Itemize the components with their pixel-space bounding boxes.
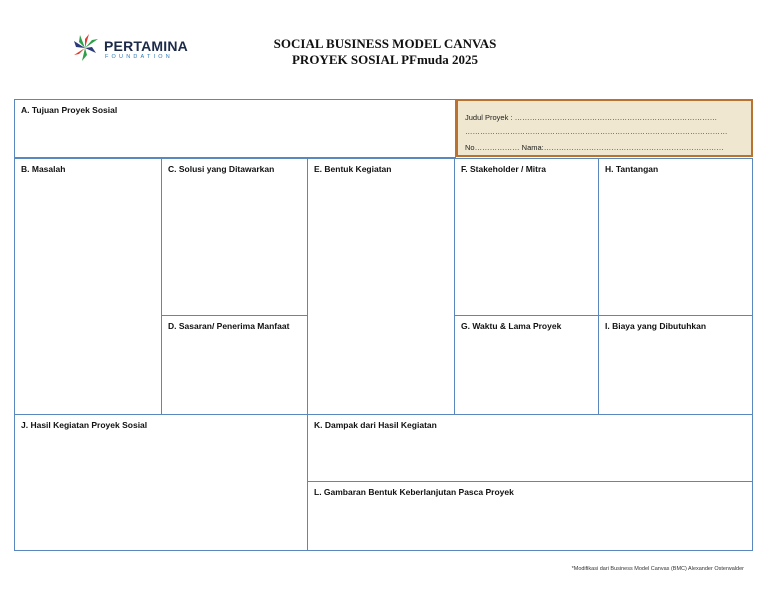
logo-wordmark: PERTAMINA <box>104 38 188 54</box>
section-h-label: H. Tantangan <box>605 164 659 174</box>
section-h-tantangan[interactable] <box>598 158 753 316</box>
section-d-label: D. Sasaran/ Penerima Manfaat <box>168 321 290 331</box>
section-b-label: B. Masalah <box>21 164 66 174</box>
section-c-label: C. Solusi yang Ditawarkan <box>168 164 275 174</box>
section-e-label: E. Bentuk Kegiatan <box>314 164 392 174</box>
section-f-label: F. Stakeholder / Mitra <box>461 164 547 174</box>
section-j-hasil-kegiatan[interactable] <box>14 414 308 551</box>
section-f-stakeholder[interactable] <box>454 158 599 316</box>
section-l-keberlanjutan[interactable] <box>307 481 753 551</box>
section-b-masalah[interactable] <box>14 158 162 415</box>
section-d-sasaran[interactable] <box>161 315 308 415</box>
no-nama-field: No……………… Nama:……………………………………………………………… <box>465 143 724 152</box>
section-j-label: J. Hasil Kegiatan Proyek Sosial <box>21 420 148 430</box>
section-i-label: I. Biaya yang Dibutuhkan <box>605 321 707 331</box>
section-a-label: A. Tujuan Proyek Sosial <box>21 105 118 115</box>
pertamina-leaf-icon <box>70 33 102 63</box>
section-l-label: L. Gambaran Bentuk Keberlanjutan Pasca Proyek <box>314 487 514 497</box>
page-title: SOCIAL BUSINESS MODEL CANVAS <box>273 36 497 51</box>
pertamina-foundation-logo <box>70 33 200 63</box>
footnote: *Modifikasi dari Business Model Canvas (BMC) Alexander Osterwalder <box>571 566 744 572</box>
section-k-label: K. Dampak dari Hasil Kegiatan <box>314 420 437 430</box>
project-title-box[interactable] <box>456 99 753 157</box>
judul-proyek-continuation: …………………………………………………………………………………………… <box>465 127 728 136</box>
page-subtitle: PROYEK SOSIAL PFmuda 2025 <box>291 52 478 67</box>
logo-subtitle: FOUNDATION <box>105 54 173 60</box>
section-e-bentuk-kegiatan[interactable] <box>307 158 455 415</box>
section-c-solusi[interactable] <box>161 158 308 316</box>
section-g-label: G. Waktu & Lama Proyek <box>461 321 562 331</box>
section-k-dampak[interactable] <box>307 414 753 482</box>
section-i-biaya[interactable] <box>598 315 753 415</box>
section-g-waktu[interactable] <box>454 315 599 415</box>
section-a-tujuan[interactable] <box>14 99 456 158</box>
judul-proyek-field: Judul Proyek : ……………………………………………………………………… <box>465 113 718 122</box>
